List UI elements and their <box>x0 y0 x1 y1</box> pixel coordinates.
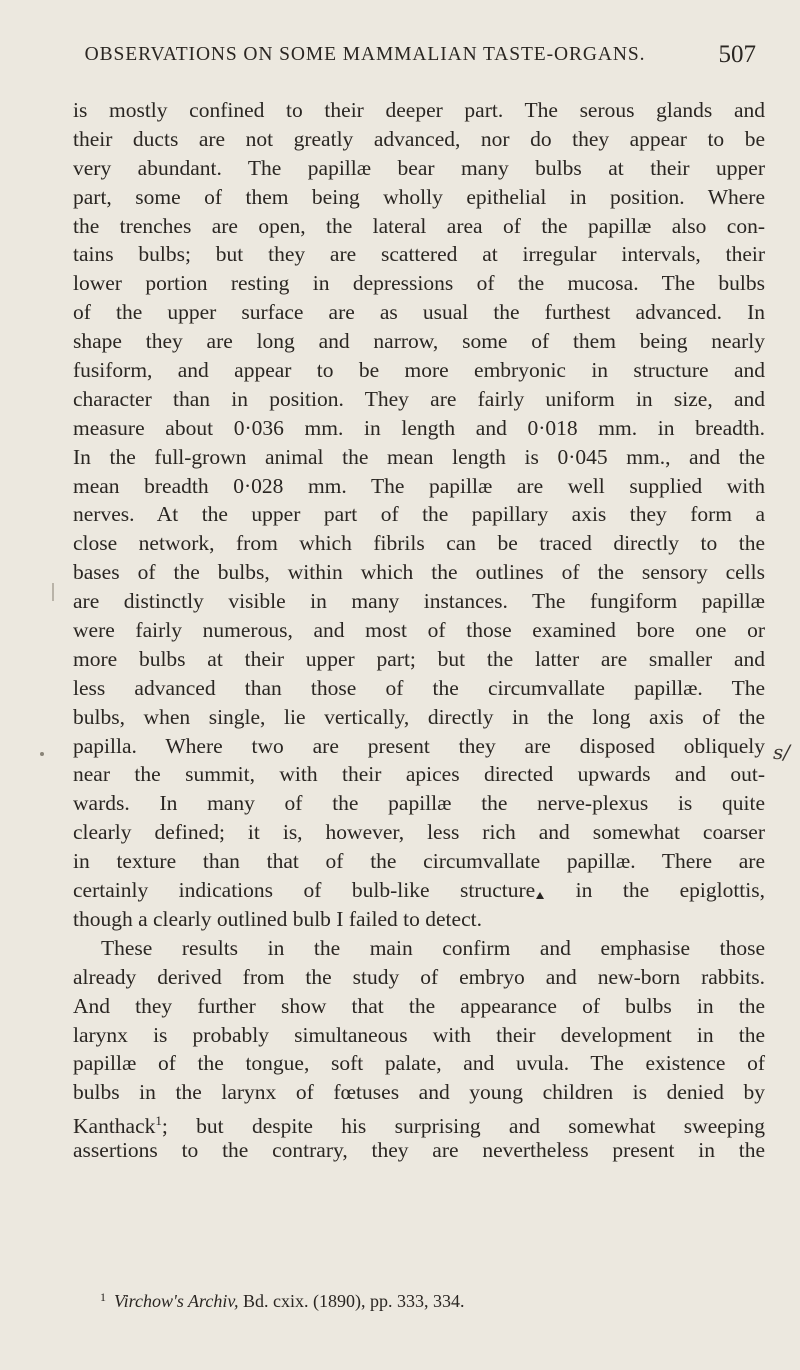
text-line: And they further show that the appearance of bulbs in the <box>73 993 765 1018</box>
text-line: is mostly confined to their deeper part. The serous glands and <box>73 98 765 122</box>
text-line: the trenches are open, the lateral area of the papillæ also con- <box>73 213 765 238</box>
text-line: lower portion resting in depressions of the mucosa. The bulbs <box>73 271 765 296</box>
text-line: fusiform, and appear to be more embryonic in structure and <box>73 358 765 383</box>
text-line-with-insertion <box>73 876 765 905</box>
text-line: measure about 0·036 mm. in length and 0·018 mm. in breadth. <box>73 415 765 440</box>
text-segment: certainly indications of bulb-like structure <box>73 878 536 903</box>
text-line: assertions to the contrary, they are nevertheless present in the <box>73 1138 765 1163</box>
text-line: close network, from which fibrils can be traced directly to the <box>73 531 765 556</box>
page-header <box>40 41 756 74</box>
text-line: though a clearly outlined bulb I failed to detect. <box>73 906 482 931</box>
text-line: mean breadth 0·028 mm. The papillæ are well supplied with <box>73 473 765 498</box>
paragraph-first-line: These results in the main confirm and emphasise those <box>101 935 765 960</box>
text-line: bulbs in the larynx of fœtuses and young children is denied by <box>73 1080 765 1105</box>
text-line: In the full-grown animal the mean length is 0·045 mm., and the <box>73 444 765 469</box>
text-line: bulbs, when single, lie vertically, directly in the long axis of the <box>73 704 765 729</box>
footnote <box>100 1290 464 1312</box>
text-line: papillæ of the tongue, soft palate, and uvula. The existence of <box>73 1051 765 1076</box>
text-segment: Kanthack <box>73 1114 156 1139</box>
footnote-journal: Virchow's Archiv, <box>114 1291 239 1311</box>
text-line: in texture than that of the circumvallate papillæ. There are <box>73 849 765 874</box>
text-line: more bulbs at their upper part; but the latter are smaller and <box>73 646 765 671</box>
text-line: are distinctly visible in many instances. The fungiform papillæ <box>73 589 765 614</box>
text-line: were fairly numerous, and most of those examined bore one or <box>73 618 765 643</box>
footnote-details: Bd. cxix. (1890), pp. 333, 334. <box>243 1291 465 1311</box>
text-line: of the upper surface are as usual the furthest advanced. In <box>73 300 765 325</box>
text-line: nerves. At the upper part of the papillary axis they form a <box>73 502 765 527</box>
footnote-mark: 1 <box>100 1290 106 1304</box>
handwritten-margin-mark: s/ <box>773 740 791 764</box>
text-line-with-footnote-ref <box>73 1107 765 1139</box>
text-line: larynx is probably simultaneous with their development in the <box>73 1022 765 1047</box>
margin-dot <box>40 752 44 756</box>
text-line: less advanced than those of the circumvallate papillæ. The <box>73 675 765 700</box>
text-line: near the summit, with their apices directed upwards and out- <box>73 762 765 787</box>
footnote-reference: 1 <box>155 1113 162 1129</box>
text-line: very abundant. The papillæ bear many bulbs at their upper <box>73 155 765 180</box>
text-line: shape they are long and narrow, some of them being nearly <box>73 329 765 354</box>
running-title: OBSERVATIONS ON SOME MAMMALIAN TASTE-ORGANS. <box>84 44 646 65</box>
text-line: papilla. Where two are present they are disposed obliquely <box>73 733 765 758</box>
insertion-caret-icon <box>536 892 544 899</box>
text-line: character than in position. They are fairly uniform in size, and <box>73 386 765 411</box>
text-segment: ; but despite his surprising and somewhat sweeping <box>161 1114 765 1139</box>
margin-tick-mark <box>52 583 54 601</box>
text-segment: in the epiglottis, <box>575 878 765 903</box>
text-line: already derived from the study of embryo and new-born rabbits. <box>73 964 765 989</box>
text-line: tains bulbs; but they are scattered at irregular intervals, their <box>73 242 765 267</box>
text-line: clearly defined; it is, however, less rich and somewhat coarser <box>73 820 765 845</box>
text-line: bases of the bulbs, within which the outlines of the sensory cells <box>73 560 765 585</box>
page-number: 507 <box>718 41 756 68</box>
text-line: part, some of them being wholly epithelial in position. Where <box>73 184 765 209</box>
body-text <box>73 96 765 1165</box>
text-line: wards. In many of the papillæ the nerve-plexus is quite <box>73 791 765 816</box>
text-line: their ducts are not greatly advanced, nor do they appear to be <box>73 126 765 151</box>
